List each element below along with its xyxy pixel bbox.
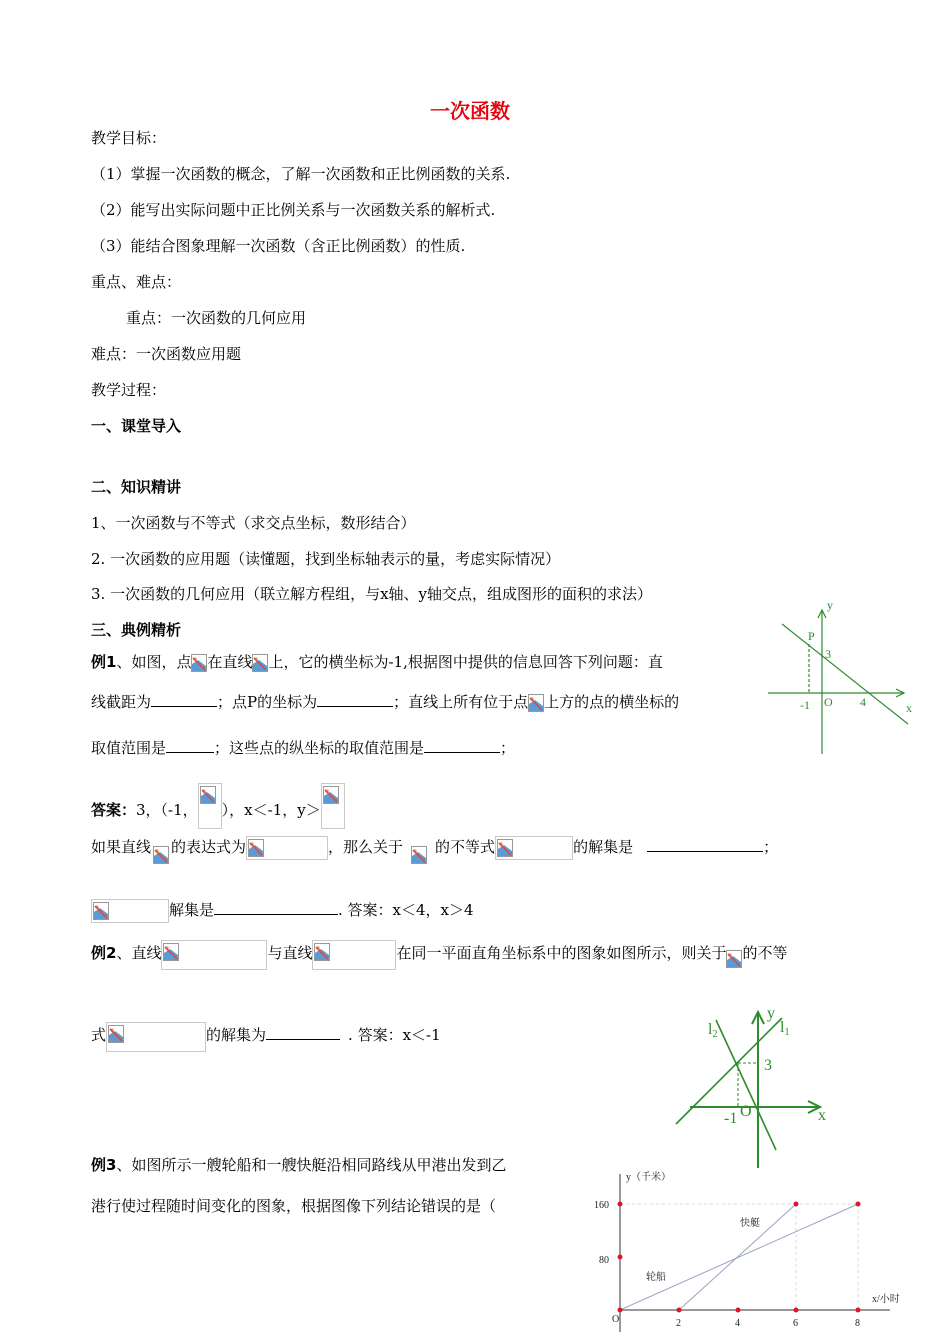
answer-label: 答案： (91, 801, 137, 819)
ex3-chart (590, 1160, 920, 1344)
ex1-text: 上方的点的横坐标的 (544, 693, 680, 711)
goal-2: （2）能写出实际问题中正比例关系与一次函数关系的解析式. (91, 201, 496, 219)
formula-image (161, 940, 267, 970)
answer-blank[interactable] (317, 706, 393, 707)
y-intercept-label: 3 (764, 1057, 772, 1074)
goal-1: （1）掌握一次函数的概念，了解一次函数和正比例函数的关系. (91, 165, 511, 183)
answer-blank[interactable] (151, 706, 217, 707)
x-tick-2: 2 (676, 1318, 681, 1329)
broken-image-icon (163, 943, 179, 961)
ex1-text: 取值范围是 (91, 739, 167, 757)
data-point (618, 1308, 623, 1313)
ex1-text: . 答案：x＜4，x＞4 (338, 901, 474, 919)
ex2-graph (668, 1000, 838, 1170)
broken-image-icon (528, 694, 544, 712)
origin-label: O (612, 1314, 620, 1325)
ex2-text: . 答案：x＜-1 (348, 1026, 441, 1044)
section-1-heading: 一、课堂导入 (91, 417, 182, 435)
broken-image-icon (248, 839, 264, 857)
knowledge-1: 1、一次函数与不等式（求交点坐标，数形结合） (91, 514, 416, 532)
line-l2 (716, 1020, 776, 1150)
ex3-line-1 (91, 1155, 506, 1175)
origin-label: O (740, 1103, 752, 1120)
broken-image-icon (200, 786, 216, 804)
data-point (794, 1308, 799, 1313)
origin-label: O (824, 695, 833, 709)
ex1-text: 、如图，点 (116, 653, 192, 671)
ex2-text: 与直线 (267, 944, 313, 962)
section-3-heading: 三、典例精析 (91, 621, 182, 639)
l1-label: l1 (780, 1019, 790, 1038)
y-tick-80: 80 (599, 1255, 609, 1266)
ex1-question-3 (91, 899, 474, 923)
ex2-line-1 (91, 940, 788, 970)
ex1-text: ；这些点的纵坐标的取值范围是 (214, 739, 425, 757)
answer-blank[interactable] (266, 1039, 340, 1040)
ex3-text: 港行使过程随时间变化的图象，根据图像下列结论错误的是（ (91, 1197, 497, 1215)
data-point (856, 1202, 861, 1207)
y-tick-160: 160 (594, 1200, 609, 1211)
formula-image (91, 899, 169, 923)
ex1-text: ； (763, 838, 779, 856)
ex1-text: 在直线 (207, 653, 253, 671)
ex1-text: 解集是 (169, 901, 215, 919)
answer-blank[interactable] (647, 851, 763, 852)
ex1-label: 例1 (91, 653, 117, 671)
broken-image-icon (726, 950, 742, 968)
broken-image-icon (252, 654, 268, 672)
ex1-line-2 (91, 692, 679, 712)
l2-label: l2 (708, 1021, 718, 1040)
ex2-line-2 (91, 1022, 441, 1052)
ex1-text: ；点P的坐标为 (217, 693, 318, 711)
data-point (677, 1308, 682, 1313)
ex3-line-2 (91, 1196, 496, 1216)
formula-image (106, 1022, 206, 1052)
data-point (618, 1255, 623, 1260)
ex1-question-2 (91, 836, 778, 864)
key-point: 重点：一次函数的几何应用 (126, 309, 307, 327)
broken-image-icon (153, 846, 169, 864)
ex1-text: 线截距为 (91, 693, 152, 711)
ex1-text: ； (500, 739, 516, 757)
ex1-text: 上，它的横坐标为-1,根据图中提供的信息回答下列问题：直 (268, 653, 663, 671)
broken-image-icon (323, 786, 339, 804)
ex1-answer (91, 783, 345, 829)
ship-line (620, 1204, 858, 1310)
x-label: x (906, 701, 912, 715)
boat-line (679, 1204, 796, 1310)
neg1-label: -1 (800, 698, 810, 712)
data-point (736, 1308, 741, 1313)
knowledge-2: 2. 一次函数的应用题（读懂题，找到坐标轴表示的量，考虑实际情况） (91, 550, 561, 568)
neg1-label: -1 (724, 1110, 738, 1127)
y-axis-label: y（千米） (626, 1172, 671, 1183)
ex1-text: 的解集是 (573, 838, 634, 856)
x-tick-4: 4 (735, 1318, 740, 1329)
ship-label: 轮船 (646, 1272, 666, 1283)
answer-blank[interactable] (424, 752, 500, 753)
ex2-text: 的不等 (742, 944, 788, 962)
difficulty: 难点：一次函数应用题 (91, 345, 242, 363)
ex3-label: 例3 (91, 1156, 117, 1174)
ex1-line-1 (91, 652, 663, 672)
ex3-text: 、如图所示一艘轮船和一艘快艇沿相同路线从甲港出发到乙 (116, 1156, 507, 1174)
formula-image (321, 783, 345, 829)
answer-blank[interactable] (214, 914, 338, 915)
answer-blank[interactable] (166, 752, 214, 753)
key-heading: 重点、难点： (91, 273, 182, 291)
ex1-text: 如果直线 (91, 838, 152, 856)
x-tick-6: 6 (793, 1318, 798, 1329)
ex1-text: 的表达式为 (171, 838, 247, 856)
y-label: y (827, 598, 833, 612)
process-heading: 教学过程： (91, 381, 167, 399)
broken-image-icon (93, 902, 109, 920)
section-2-heading: 二、知识精讲 (91, 478, 182, 496)
ex1-text: ；直线上所有位于点 (393, 693, 529, 711)
broken-image-icon (191, 654, 207, 672)
y-label: y (767, 1005, 775, 1022)
formula-image (312, 940, 396, 970)
p-label: P (808, 629, 815, 643)
x-intercept-label: 4 (860, 695, 866, 709)
ex1-text: ，那么关于 (328, 838, 404, 856)
ex2-label: 例2 (91, 944, 117, 962)
ex2-text: 的解集为 (206, 1026, 267, 1044)
ex2-text: 、直线 (116, 944, 162, 962)
knowledge-3: 3. 一次函数的几何应用（联立解方程组，与x轴、y轴交点，组成图形的面积的求法） (91, 585, 653, 603)
goal-3: （3）能结合图象理解一次函数（含正比例函数）的性质. (91, 237, 466, 255)
formula-image (246, 836, 328, 860)
ex2-text: 式 (91, 1026, 107, 1044)
ex1-graph (760, 596, 920, 756)
data-point (618, 1202, 623, 1207)
formula-image (198, 783, 222, 829)
ex2-text: 在同一平面直角坐标系中的图象如图所示，则关于 (396, 944, 727, 962)
data-point (856, 1308, 861, 1313)
broken-image-icon (314, 943, 330, 961)
x-axis-label: x/小时 (872, 1294, 900, 1305)
ex1-text: 的不等式 (435, 838, 496, 856)
goals-heading: 教学目标： (91, 129, 167, 147)
broken-image-icon (108, 1025, 124, 1043)
x-tick-8: 8 (855, 1318, 860, 1329)
formula-image (495, 836, 573, 860)
broken-image-icon (497, 839, 513, 857)
answer-text: 3，（-1， (136, 801, 198, 819)
answer-text: ），x＜-1，y＞ (221, 801, 321, 819)
ex1-line-3 (91, 738, 515, 758)
y-intercept-label: 3 (825, 647, 831, 661)
data-point (794, 1202, 799, 1207)
broken-image-icon (411, 846, 427, 864)
page-title: 一次函数 (430, 99, 510, 123)
x-label: x (818, 1107, 826, 1124)
boat-label: 快艇 (740, 1218, 760, 1229)
